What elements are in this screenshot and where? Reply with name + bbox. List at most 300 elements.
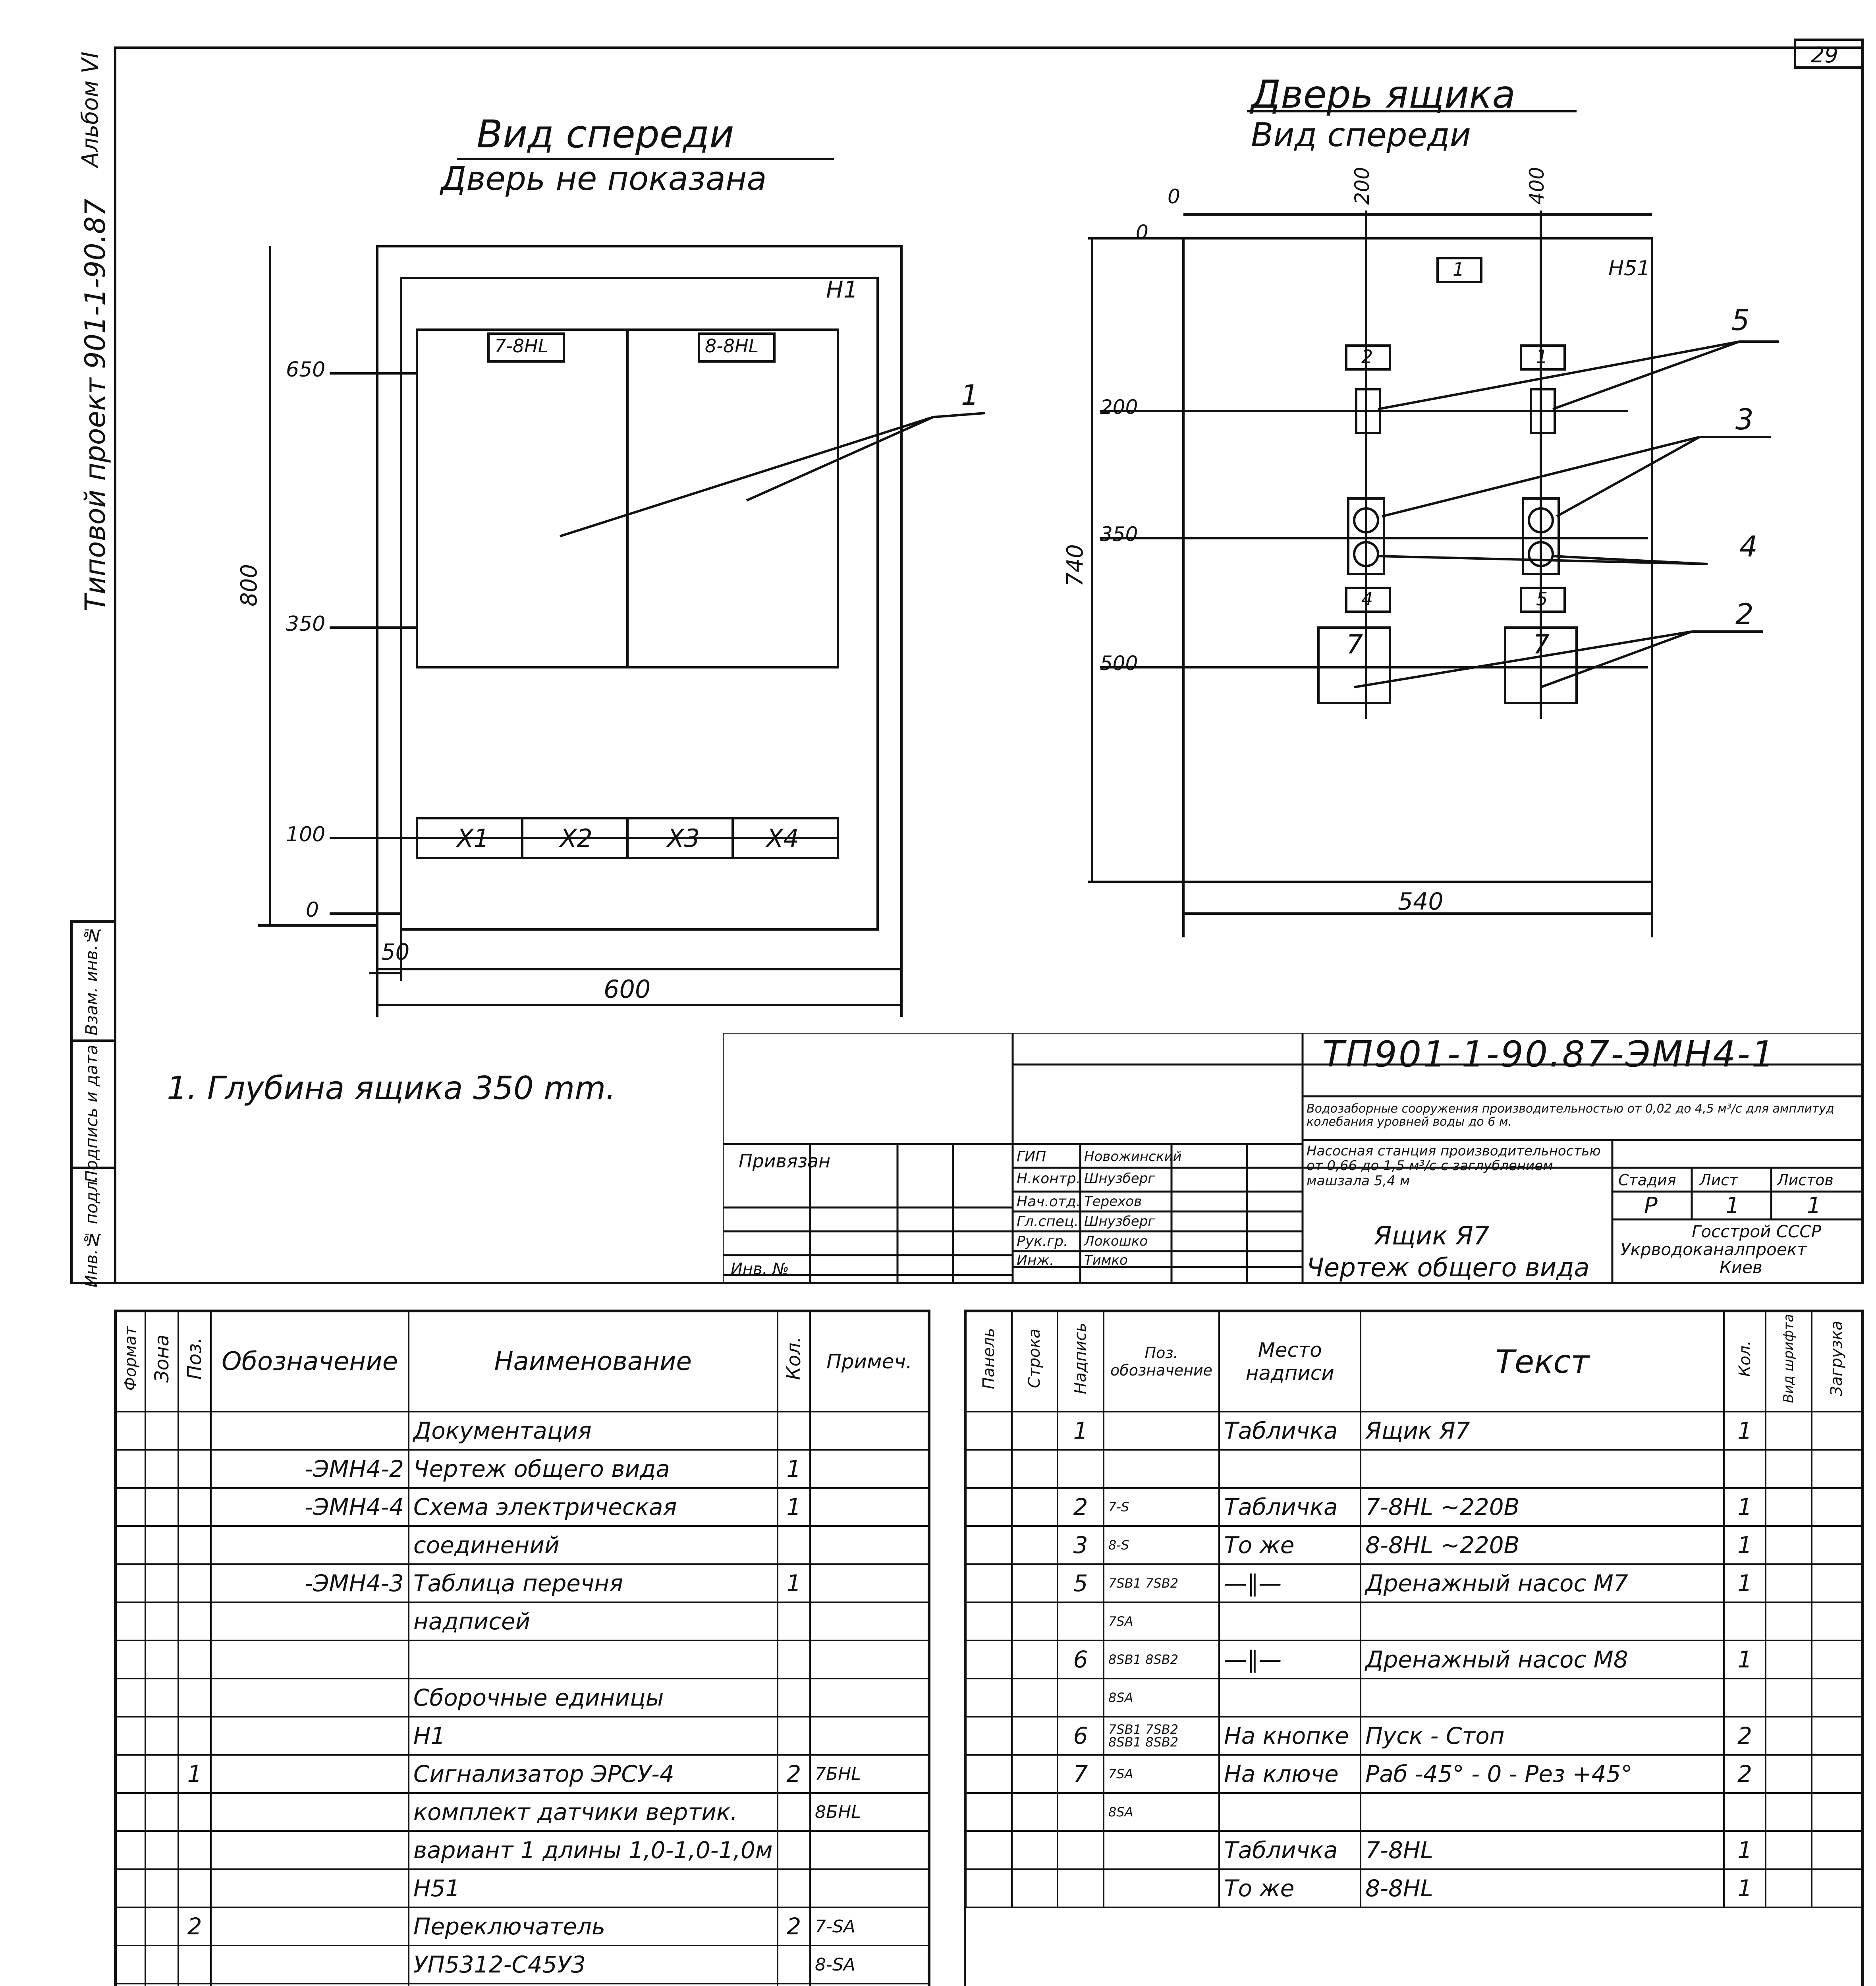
labels-cell xyxy=(1724,1679,1766,1717)
spec-cell xyxy=(178,1640,211,1679)
stamp1-sheets: 1 xyxy=(1807,1193,1821,1219)
spec-cell: 8БHL xyxy=(810,1793,928,1831)
spec-cell xyxy=(211,1602,409,1640)
spec-cell xyxy=(116,1907,145,1945)
labels-cell: 1 xyxy=(1724,1564,1766,1602)
labels-cell: 7SB1 7SB2 xyxy=(1104,1564,1219,1602)
labels-cell xyxy=(1724,1450,1766,1488)
spec-header-row xyxy=(116,1312,928,1412)
labels-cell xyxy=(966,1564,1012,1602)
panel-h51-label: H51 xyxy=(1608,257,1650,280)
spec-cell xyxy=(145,1984,178,1986)
labels-row xyxy=(966,1450,1862,1488)
labels-cell: 1 xyxy=(1724,1869,1766,1907)
labels-cell: 5 xyxy=(1058,1564,1104,1602)
labels-row xyxy=(966,1755,1862,1793)
labels-cell xyxy=(1812,1869,1862,1907)
spec-cell: H51 xyxy=(409,1869,778,1907)
labels-cell xyxy=(1812,1412,1862,1450)
door-title: Дверь ящика xyxy=(1251,72,1516,117)
labels-cell xyxy=(1766,1526,1812,1564)
spec-row xyxy=(116,1984,928,1986)
terminal-x4: X4 xyxy=(766,824,799,853)
spec-cell xyxy=(211,1831,409,1869)
door-dim-540: 540 xyxy=(1398,888,1444,916)
callout-3: 3 xyxy=(1735,403,1754,436)
spec-cell xyxy=(116,1564,145,1602)
labels-cell xyxy=(1058,1869,1104,1907)
labels-cell: 2 xyxy=(1724,1717,1766,1755)
stamp1-name-2: Терехов xyxy=(1084,1194,1142,1209)
spec-h-designation: Обозначение xyxy=(211,1312,409,1412)
labels-cell: 1 xyxy=(1724,1640,1766,1679)
spec-row xyxy=(116,1945,928,1984)
spec-cell xyxy=(778,1831,810,1869)
stamp1-inv: Инв. № xyxy=(731,1260,789,1278)
labels-cell xyxy=(1012,1869,1058,1907)
spec-cell xyxy=(178,1412,211,1450)
spec-cell xyxy=(145,1945,178,1984)
labels-cell xyxy=(1012,1602,1058,1640)
spec-cell xyxy=(116,1831,145,1869)
stamp1-org3: Киев xyxy=(1720,1258,1762,1277)
labels-cell: Ящик Я7 xyxy=(1361,1412,1724,1450)
labels-cell: 1 xyxy=(1724,1412,1766,1450)
callout-5: 5 xyxy=(1731,303,1750,337)
labels-cell xyxy=(1012,1526,1058,1564)
spec-cell xyxy=(211,1755,409,1793)
spec-cell: -ЭМН4-4 xyxy=(211,1488,409,1526)
spec-cell xyxy=(145,1755,178,1793)
stamp-sheet1 xyxy=(723,1033,1862,1283)
spec-cell: 2 xyxy=(178,1907,211,1945)
plate-5: 5 xyxy=(1536,588,1548,610)
side-field-inv: Инв.№ подл. xyxy=(82,1176,101,1288)
spec-cell: надписей xyxy=(409,1602,778,1640)
labels-cell xyxy=(1766,1717,1812,1755)
labels-cell: —‖— xyxy=(1219,1564,1361,1602)
lamp2-label: 8-8HL xyxy=(705,335,759,357)
labels-row xyxy=(966,1412,1862,1450)
labels-cell xyxy=(966,1793,1012,1831)
spec-cell xyxy=(116,1679,145,1717)
labels-cell: 2 xyxy=(1058,1488,1104,1526)
labels-h-qty: Кол. xyxy=(1724,1312,1766,1412)
labels-cell: Раб -45° - 0 - Рез +45° xyxy=(1361,1755,1724,1793)
stamp1-code: ТП901-1-90.87-ЭМН4-1 xyxy=(1322,1034,1776,1075)
labels-cell xyxy=(1766,1793,1812,1831)
plate-7b: 7 xyxy=(1533,629,1550,660)
spec-cell xyxy=(810,1488,928,1526)
spec-cell xyxy=(116,1717,145,1755)
labels-h-panel: Панель xyxy=(966,1312,1012,1412)
spec-cell xyxy=(778,1640,810,1679)
stamp1-role-4: Рук.гр. xyxy=(1017,1233,1068,1250)
spec-cell xyxy=(145,1869,178,1907)
spec-cell xyxy=(178,1602,211,1640)
lamp1-label: 7-8HL xyxy=(494,335,548,357)
spec-cell xyxy=(145,1412,178,1450)
labels-row xyxy=(966,1717,1862,1755)
labels-cell xyxy=(1219,1793,1361,1831)
labels-cell: 8SA xyxy=(1104,1679,1219,1717)
spec-cell xyxy=(116,1755,145,1793)
labels-cell: То же xyxy=(1219,1869,1361,1907)
spec-cell: Сигнализатор ЭРСУ-4 xyxy=(409,1755,778,1793)
spec-body xyxy=(116,1412,928,1986)
stamp1-bound: Привязан xyxy=(739,1150,831,1172)
labels-cell xyxy=(1766,1564,1812,1602)
labels-cell xyxy=(1058,1679,1104,1717)
panel-h1-label: H1 xyxy=(826,276,858,303)
labels-cell: 7 xyxy=(1058,1755,1104,1793)
labels-cell: 7-8HL xyxy=(1361,1831,1724,1869)
spec-cell xyxy=(211,1945,409,1984)
stamp1-title2: Чертеж общего вида xyxy=(1307,1253,1590,1283)
stamp1-org2: Укрводоканалпроект xyxy=(1620,1240,1807,1259)
stamp1-role-1: Н.контр. xyxy=(1017,1171,1081,1187)
spec-cell xyxy=(211,1984,409,1986)
spec-h-zone: Зона xyxy=(145,1312,178,1412)
labels-cell xyxy=(1766,1640,1812,1679)
labels-cell xyxy=(1058,1793,1104,1831)
spec-cell xyxy=(211,1679,409,1717)
stamp1-org1: Госстрой СССР xyxy=(1692,1222,1822,1241)
spec-cell xyxy=(145,1793,178,1831)
labels-h-font: Вид шрифта xyxy=(1766,1312,1812,1412)
spec-cell xyxy=(145,1488,178,1526)
door-dim-740: 740 xyxy=(1062,544,1088,587)
side-project-label: Типовой проект 901-1-90.87 xyxy=(79,199,112,612)
dim-0: 0 xyxy=(306,898,319,922)
labels-cell xyxy=(1012,1412,1058,1450)
labels-cell xyxy=(1724,1602,1766,1640)
spec-cell xyxy=(116,1412,145,1450)
plate-4: 4 xyxy=(1361,588,1373,610)
dim-100: 100 xyxy=(286,823,326,846)
spec-cell: H1 xyxy=(409,1717,778,1755)
spec-cell xyxy=(178,1945,211,1984)
labels-header-row xyxy=(966,1312,1862,1412)
labels-table xyxy=(965,1311,1862,1908)
spec-cell xyxy=(810,1640,928,1679)
spec-cell xyxy=(178,1717,211,1755)
spec-cell xyxy=(810,1450,928,1488)
spec-cell xyxy=(778,1679,810,1717)
labels-cell xyxy=(966,1412,1012,1450)
labels-cell xyxy=(1812,1488,1862,1526)
spec-cell: Чертеж общего вида xyxy=(409,1450,778,1488)
door-dim-left-500: 500 xyxy=(1100,652,1138,675)
labels-cell xyxy=(1012,1640,1058,1679)
labels-cell: 1 xyxy=(1724,1526,1766,1564)
plate-3: 1 xyxy=(1536,346,1548,367)
labels-cell: На кнопке xyxy=(1219,1717,1361,1755)
door-dim-top-400: 400 xyxy=(1525,167,1548,205)
spec-cell xyxy=(116,1984,145,1986)
door-dim-top-0: 0 xyxy=(1168,185,1180,208)
spec-cell xyxy=(211,1640,409,1679)
labels-cell: 3 xyxy=(1058,1526,1104,1564)
labels-cell xyxy=(1766,1450,1812,1488)
dim-650: 650 xyxy=(286,358,326,382)
labels-cell xyxy=(1058,1602,1104,1640)
labels-h-text: Текст xyxy=(1361,1312,1724,1412)
stamp1-title1: Ящик Я7 xyxy=(1374,1221,1490,1251)
labels-cell: 6 xyxy=(1058,1717,1104,1755)
labels-cell xyxy=(1104,1450,1219,1488)
spec-h-name: Наименование xyxy=(409,1312,778,1412)
spec-row xyxy=(116,1526,928,1564)
labels-cell: 8-S xyxy=(1104,1526,1219,1564)
labels-cell xyxy=(1219,1602,1361,1640)
door-dim-top-200: 200 xyxy=(1351,167,1374,205)
labels-cell xyxy=(1812,1450,1862,1488)
spec-cell: вариант 1 длины 1,0-1,0-1,0м xyxy=(409,1831,778,1869)
labels-cell xyxy=(1104,1869,1219,1907)
spec-cell: 1 xyxy=(778,1450,810,1488)
labels-cell xyxy=(1012,1564,1058,1602)
terminal-x2: X2 xyxy=(560,824,593,853)
door-dim-left-200: 200 xyxy=(1100,396,1138,419)
side-field-sign: Подпись и дата xyxy=(82,1045,101,1183)
spec-cell: 7-SA xyxy=(810,1907,928,1945)
spec-cell xyxy=(178,1984,211,1986)
spec-row xyxy=(116,1717,928,1755)
labels-row xyxy=(966,1526,1862,1564)
labels-cell: 8SB1 8SB2 xyxy=(1104,1640,1219,1679)
spec-cell xyxy=(178,1564,211,1602)
labels-cell: Табличка xyxy=(1219,1412,1361,1450)
spec-cell xyxy=(810,1526,928,1564)
labels-cell: Дренажный насос М8 xyxy=(1361,1640,1724,1679)
spec-row xyxy=(116,1755,928,1793)
spec-cell xyxy=(145,1564,178,1602)
dim-800: 800 xyxy=(236,564,262,607)
spec-cell: 7БHL xyxy=(810,1755,928,1793)
labels-cell xyxy=(1812,1793,1862,1831)
labels-cell xyxy=(1219,1679,1361,1717)
stamp1-desc: Водозаборные сооружения производительностью от 0,02 до 4,5 м³/с для амплитуд колебания уровней воды до 6 м. xyxy=(1307,1102,1834,1129)
spec-cell xyxy=(178,1869,211,1907)
labels-cell xyxy=(1812,1755,1862,1793)
spec-cell xyxy=(810,1412,928,1450)
labels-cell xyxy=(966,1526,1012,1564)
labels-row xyxy=(966,1793,1862,1831)
spec-cell: -ЭМН4-2 xyxy=(211,1450,409,1488)
spec-row xyxy=(116,1831,928,1869)
labels-h-line: Строка xyxy=(1012,1312,1058,1412)
plate-2: 2 xyxy=(1361,346,1373,367)
spec-cell: 2 xyxy=(778,1755,810,1793)
spec-h-pos: Поз. xyxy=(178,1312,211,1412)
labels-cell: Дренажный насос М7 xyxy=(1361,1564,1724,1602)
spec-row xyxy=(116,1450,928,1488)
labels-cell xyxy=(1012,1755,1058,1793)
spec-cell xyxy=(211,1526,409,1564)
callout-1-front: 1 xyxy=(961,379,979,411)
spec-cell: комплект датчики вертик. xyxy=(409,1793,778,1831)
labels-cell: 1 xyxy=(1724,1831,1766,1869)
labels-cell xyxy=(966,1679,1012,1717)
spec-cell xyxy=(116,1602,145,1640)
stamp1-station: Насосная станция производительностью от 0,66 до 1,5 м³/с с заглублением машзала 5,4 м xyxy=(1307,1143,1601,1189)
dim-350: 350 xyxy=(286,612,326,636)
spec-h-format: Формат xyxy=(116,1312,145,1412)
labels-cell: —‖— xyxy=(1219,1640,1361,1679)
spec-cell xyxy=(211,1907,409,1945)
spec-cell xyxy=(145,1831,178,1869)
stamp1-role-2: Нач.отд. xyxy=(1017,1194,1081,1210)
spec-cell xyxy=(810,1602,928,1640)
labels-cell: 8-8HL xyxy=(1361,1869,1724,1907)
spec-cell: Переключатель xyxy=(409,1907,778,1945)
spec-row xyxy=(116,1869,928,1907)
spec-cell: -ЭМН4-3 xyxy=(211,1564,409,1602)
stamp1-stage: Р xyxy=(1644,1193,1658,1219)
spec-cell xyxy=(145,1450,178,1488)
labels-cell xyxy=(1361,1602,1724,1640)
spec-cell xyxy=(178,1488,211,1526)
spec-cell: 8-SA xyxy=(810,1945,928,1984)
labels-cell xyxy=(966,1640,1012,1679)
labels-cell: На ключе xyxy=(1219,1755,1361,1793)
labels-cell xyxy=(1724,1793,1766,1831)
page-number: 29 xyxy=(1811,43,1838,68)
labels-cell xyxy=(1012,1679,1058,1717)
spec-cell xyxy=(116,1793,145,1831)
spec-cell: 2 xyxy=(778,1907,810,1945)
terminal-x3: X3 xyxy=(667,824,700,853)
spec-row xyxy=(116,1602,928,1640)
spec-cell xyxy=(778,1602,810,1640)
labels-h-pos: Поз. обозначение xyxy=(1104,1312,1219,1412)
spec-cell xyxy=(116,1945,145,1984)
spec-cell: 1 xyxy=(178,1755,211,1793)
door-dim-left-350: 350 xyxy=(1100,523,1138,546)
stamp1-name-1: Шнузберг xyxy=(1084,1171,1155,1186)
labels-h-load: Загрузка xyxy=(1812,1312,1862,1412)
spec-cell xyxy=(211,1717,409,1755)
spec-cell xyxy=(145,1717,178,1755)
labels-cell: 8SA xyxy=(1104,1793,1219,1831)
labels-cell xyxy=(1766,1488,1812,1526)
spec-cell xyxy=(211,1869,409,1907)
stamp1-name-5: Тимко xyxy=(1084,1252,1128,1268)
labels-cell xyxy=(1812,1679,1862,1717)
spec-h-qty: Кол. xyxy=(778,1312,810,1412)
labels-cell: 1 xyxy=(1724,1488,1766,1526)
stamp1-stage-header: Стадия xyxy=(1618,1171,1676,1189)
stamp1-sheet: 1 xyxy=(1725,1193,1740,1219)
spec-cell xyxy=(810,1831,928,1869)
stamp1-role-0: ГИП xyxy=(1017,1149,1046,1165)
spec-cell xyxy=(810,1564,928,1602)
spec-cell: Схема электрическая xyxy=(409,1488,778,1526)
callout-4: 4 xyxy=(1739,530,1758,563)
stamp1-name-0: Новожинский xyxy=(1084,1149,1182,1165)
labels-cell xyxy=(1361,1793,1724,1831)
stamp1-role-3: Гл.спец. xyxy=(1017,1213,1079,1230)
spec-cell: Таблица перечня xyxy=(409,1564,778,1602)
spec-cell xyxy=(116,1450,145,1488)
labels-cell: 7-S xyxy=(1104,1488,1219,1526)
spec-cell xyxy=(178,1450,211,1488)
front-view-title: Вид спереди xyxy=(477,112,734,156)
spec-cell xyxy=(778,1412,810,1450)
spec-cell xyxy=(778,1717,810,1755)
spec-row xyxy=(116,1488,928,1526)
labels-cell xyxy=(1058,1450,1104,1488)
labels-cell: 7-8HL ~220В xyxy=(1361,1488,1724,1526)
labels-row xyxy=(966,1679,1862,1717)
labels-cell xyxy=(1766,1602,1812,1640)
labels-row xyxy=(966,1869,1862,1907)
labels-cell xyxy=(1012,1793,1058,1831)
spec-cell xyxy=(778,1945,810,1984)
labels-cell xyxy=(1812,1640,1862,1679)
dim-50: 50 xyxy=(381,939,410,965)
stamp1-role-5: Инж. xyxy=(1017,1252,1054,1269)
spec-cell xyxy=(116,1640,145,1679)
labels-cell xyxy=(1219,1450,1361,1488)
labels-cell xyxy=(1812,1717,1862,1755)
labels-cell: 7SB1 7SB2 8SB1 8SB2 xyxy=(1104,1717,1219,1755)
spec-cell xyxy=(145,1679,178,1717)
stamp1-sheet-header: Лист xyxy=(1700,1171,1738,1189)
spec-cell xyxy=(778,1793,810,1831)
spec-row xyxy=(116,1640,928,1679)
labels-cell xyxy=(1012,1488,1058,1526)
labels-h-place: Место надписи xyxy=(1219,1312,1361,1412)
labels-cell xyxy=(1012,1831,1058,1869)
labels-cell xyxy=(966,1831,1012,1869)
spec-cell xyxy=(145,1640,178,1679)
spec-cell xyxy=(810,1869,928,1907)
callout-2: 2 xyxy=(1735,597,1754,631)
labels-cell xyxy=(966,1755,1012,1793)
labels-cell: То же xyxy=(1219,1526,1361,1564)
labels-cell: 7SA xyxy=(1104,1755,1219,1793)
spec-cell xyxy=(810,1717,928,1755)
spec-cell: Сборочные единицы xyxy=(409,1679,778,1717)
spec-cell xyxy=(778,1869,810,1907)
labels-cell xyxy=(1361,1450,1724,1488)
album-label: Альбом VI xyxy=(77,52,103,167)
spec-row xyxy=(116,1793,928,1831)
spec-row xyxy=(116,1907,928,1945)
spec-cell xyxy=(409,1640,778,1679)
labels-cell xyxy=(1766,1679,1812,1717)
spec-cell xyxy=(211,1793,409,1831)
plate-7a: 7 xyxy=(1346,629,1363,660)
labels-cell xyxy=(1104,1412,1219,1450)
door-dim-left-0: 0 xyxy=(1136,221,1148,244)
spec-h-note: Примеч. xyxy=(810,1312,928,1412)
spec-row xyxy=(116,1679,928,1717)
labels-row xyxy=(966,1564,1862,1602)
labels-cell xyxy=(966,1602,1012,1640)
labels-cell xyxy=(1766,1869,1812,1907)
spec-cell xyxy=(116,1869,145,1907)
spec-cell xyxy=(145,1907,178,1945)
spec-cell xyxy=(778,1984,810,1986)
spec-cell xyxy=(810,1984,928,1986)
labels-cell: 8-8HL ~220В xyxy=(1361,1526,1724,1564)
spec-cell xyxy=(178,1679,211,1717)
spec-cell xyxy=(178,1526,211,1564)
spec-cell xyxy=(178,1793,211,1831)
